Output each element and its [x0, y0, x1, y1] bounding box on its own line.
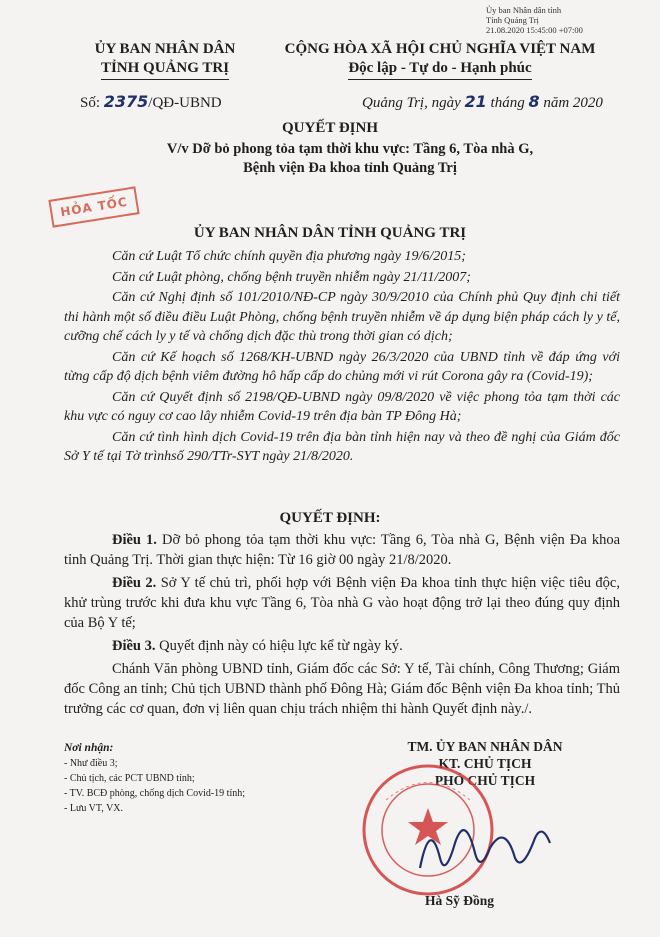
article-text: Quyết định này có hiệu lực kể từ ngày ký.: [155, 638, 403, 654]
doc-number-prefix: Số:: [80, 95, 104, 111]
date-place: Quảng Trị, ngày: [362, 95, 465, 111]
article-1: [64, 530, 620, 570]
legal-basis-item: Căn cứ Kế hoạch số 1268/KH-UBND ngày 26/3/2020 của UBND tỉnh về đáp ứng với từng cấp độ dịch bệnh viêm đường hô hấp cấp do chủng mới vi rút Corona gây ra (Covid-19);: [64, 349, 620, 384]
articles: [64, 530, 620, 722]
recipient-item: - Lưu VT, VX.: [64, 803, 124, 814]
recipient-item: - Như điều 3;: [64, 758, 118, 769]
digital-signature-line3: 21.08.2020 15:45:00 +07:00: [486, 25, 583, 35]
national-header: [250, 40, 630, 80]
legal-basis-item: Căn cứ Luật Tổ chức chính quyền địa phương ngày 19/6/2015;: [112, 249, 466, 264]
legal-basis-item: Căn cứ tình hình dịch Covid-19 trên địa bàn tỉnh hiện nay và theo đề nghị của Giám đốc Sở Y tế tại Tờ trìnhsố 290/TTr-SYT ngày 21/8/2020.: [64, 429, 620, 464]
date-day: 21: [464, 92, 487, 111]
article-3: [64, 636, 620, 656]
decision-heading: QUYẾT ĐỊNH:: [279, 510, 381, 526]
article-label: Điều 2.: [112, 575, 157, 591]
digital-signature-line1: Ủy ban Nhân dân tỉnh: [486, 5, 562, 15]
date-line: [362, 92, 603, 112]
implementation-paragraph: Chánh Văn phòng UBND tỉnh, Giám đốc các Sở: Y tế, Tài chính, Công Thương; Giám đốc Công an tỉnh; Chủ tịch UBND thành phố Đông Hà; Giám đốc Bệnh viện Đa khoa tỉnh; Thủ trưởng các cơ quan, đơn vị liên quan chịu trách nhiệm thi hành Quyết định này./.: [64, 661, 620, 717]
digital-signature-note: [486, 5, 583, 35]
date-month: 8: [528, 92, 540, 111]
article-2: [64, 573, 620, 633]
nation-motto: Độc lập - Tự do - Hạnh phúc: [348, 59, 531, 80]
recipient-item: - Chủ tịch, các PCT UBND tỉnh;: [64, 773, 195, 784]
agency-name-line2: TỈNH QUẢNG TRỊ: [101, 59, 229, 80]
doc-number-handwritten: 2375: [103, 92, 149, 111]
article-text: Sở Y tế chủ trì, phối hợp với Bệnh viện Đa khoa tỉnh thực hiện việc tiêu độc, khử trùng trước khi đưa khu vực Tầng 6, Tòa nhà G vào hoạt động trở lại theo đúng quy định của Bộ Y tế;: [64, 575, 620, 631]
article-label: Điều 3.: [112, 638, 156, 654]
legal-basis-item: Căn cứ Quyết định số 2198/QĐ-UBND ngày 09/8/2020 về việc phong tỏa tạm thời các khu vực có nguy cơ cao lây nhiễm Covid-19 trên địa bàn TP Đông Hà;: [64, 389, 620, 424]
legal-basis-item: Căn cứ Nghị định số 101/2010/NĐ-CP ngày 30/9/2010 của Chính phủ Quy định chi tiết thi hành một số điều điều Luật Phòng, chống bệnh truyền nhiễm về áp dụng biện pháp cách ly y tế, cưỡng chế cách ly y tế và chống dịch đặc thù trong thời gian có dịch;: [64, 290, 620, 344]
signer-line3: PHÓ CHỦ TỊCH: [434, 773, 536, 788]
recipient-item: - TV. BCĐ phòng, chống dịch Covid-19 tỉnh;: [64, 788, 246, 799]
document-title: QUYẾT ĐỊNH: [282, 120, 378, 136]
signer-name: Hà Sỹ Đồng: [425, 893, 495, 908]
article-text: Dỡ bỏ phong tỏa tạm thời khu vực: Tầng 6, Tòa nhà G, Bệnh viện Đa khoa tỉnh Quảng Trị. Thời gian thực hiện: Từ 16 giờ 00 ngày 21/8/2020.: [64, 532, 620, 568]
document-number: [80, 92, 222, 112]
date-month-label: tháng: [486, 95, 529, 111]
recipients-heading: Nơi nhận:: [64, 742, 114, 754]
recipients: [64, 741, 324, 816]
nation-title: CỘNG HÒA XÃ HỘI CHỦ NGHĨA VIỆT NAM: [284, 41, 596, 57]
date-year: năm 2020: [539, 95, 603, 111]
legal-basis-item: Căn cứ Luật phòng, chống bệnh truyền nhiễm ngày 21/11/2007;: [112, 269, 471, 285]
subtitle-line2: Bệnh viện Đa khoa tỉnh Quảng Trị: [243, 160, 457, 176]
subtitle-line1: V/v Dỡ bỏ phong tỏa tạm thời khu vực: Tầng 6, Tòa nhà G,: [166, 141, 534, 157]
agency-name-line1: ỦY BAN NHÂN DÂN: [94, 41, 236, 57]
handwritten-signature-icon: [410, 808, 560, 888]
agency-header: [60, 40, 270, 80]
doc-number-suffix: /QĐ-UBND: [148, 95, 222, 111]
article-label: Điều 1.: [112, 532, 157, 548]
signer-line2: KT. CHỦ TỊCH: [438, 756, 532, 771]
signer-line1: TM. ỦY BAN NHÂN DÂN: [407, 739, 563, 754]
urgent-stamp: HỎA TỐC: [48, 186, 139, 227]
authority-heading: ỦY BAN NHÂN DÂN TỈNH QUẢNG TRỊ: [193, 225, 467, 241]
legal-bases: [64, 247, 620, 468]
digital-signature-line2: Tỉnh Quảng Trị: [486, 15, 539, 25]
document-subtitle: [140, 140, 560, 178]
